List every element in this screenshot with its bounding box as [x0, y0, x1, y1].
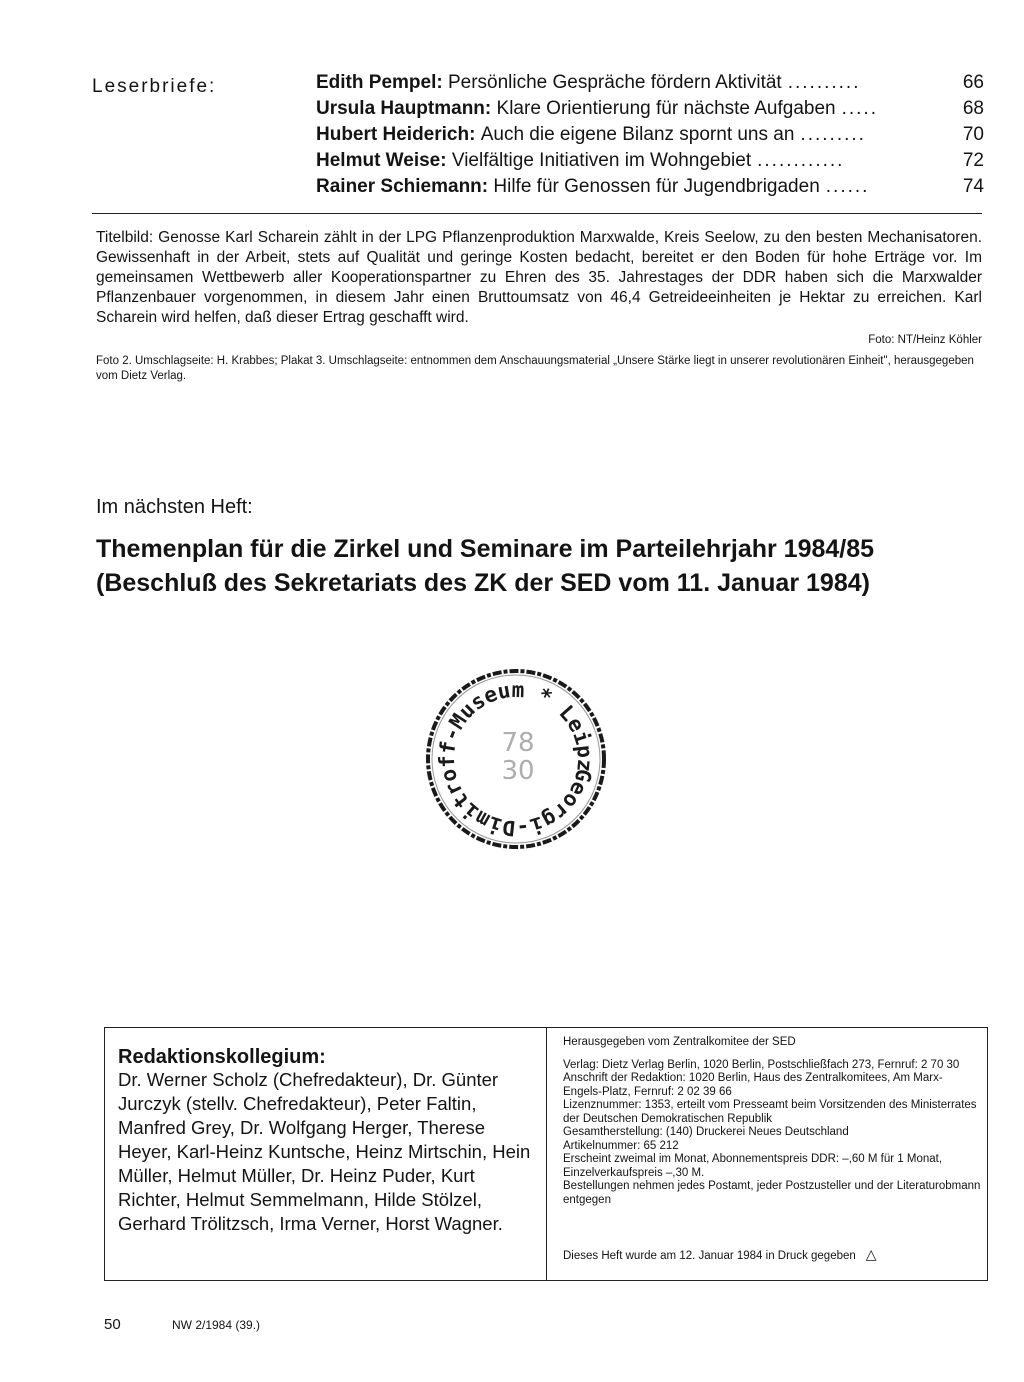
letter-page: 68: [962, 98, 984, 119]
letter-entry: [316, 72, 984, 98]
issue-reference: NW 2/1984 (39.): [172, 1318, 261, 1332]
letter-entry: [316, 124, 984, 150]
leader-dots: ..........: [787, 72, 861, 93]
cover-photo-credit: Foto: NT/Heinz Köhler: [868, 334, 982, 346]
print-date: Dieses Heft wurde am 12. Januar 1984 in Druck gegeben: [563, 1250, 856, 1262]
museum-stamp: [422, 665, 610, 853]
letter-page: 74: [962, 176, 984, 197]
editorial-board-title: Redaktionskollegium:: [118, 1046, 326, 1068]
triangle-icon: △: [865, 1246, 877, 1262]
print-date-line: [563, 1246, 877, 1263]
letter-entry: [316, 176, 984, 202]
next-issue-title-line1: Themenplan für die Zirkel und Seminare im Parteilehrjahr 1984/85: [96, 535, 875, 563]
section-divider: [92, 213, 982, 214]
page-number: 50: [104, 1316, 121, 1333]
publisher-redaktion: Anschrift der Redaktion: 1020 Berlin, Haus des Zentralkomitees, Am Marx-Engels-Platz, Fernruf: 2 02 39 66: [563, 1072, 943, 1098]
leader-dots: .........: [800, 124, 866, 145]
next-issue-label: Im nächsten Heft:: [96, 496, 253, 518]
leader-dots: .....: [841, 98, 878, 119]
imprint-divider: [546, 1027, 547, 1281]
letter-title: Persönliche Gespräche fördern Aktivität: [447, 72, 782, 93]
letter-title: Klare Orientierung für nächste Aufgaben: [496, 98, 836, 119]
letter-author: Hubert Heiderich:: [316, 124, 476, 145]
letter-author: Rainer Schiemann:: [316, 176, 489, 197]
stamp-date-line1: 78: [501, 728, 535, 758]
editorial-board-members: Dr. Werner Scholz (Chefredakteur), Dr. Günter Jurczyk (stellv. Chefredakteur), Peter Faltin, Manfred Grey, Dr. Wolfgang Herger, Therese Heyer, Karl-Heinz Kuntsche, Heinz Mirtschin, Hein Müller, Helmut Müller, Dr. Heinz Puder, Kurt Richter, Helmut Semmelmann, Hilde Stölzel, Gerhard Trölitzsch, Irma Verner, Horst Wagner.: [118, 1069, 531, 1234]
publisher-lizenz: Lizenznummer: 1353, erteilt vom Presseamt beim Vorsitzenden des Ministerrates der Deutschen Demokratischen Republik: [563, 1099, 977, 1125]
photo-credits-note: Foto 2. Umschlagseite: H. Krabbes; Plakat 3. Umschlagseite: entnommen dem Anschauungsmaterial „Unsere Stärke liegt in unserer revolutionären Einheit", herausgegeben vom Dietz Verlag.: [96, 355, 974, 382]
next-issue-title-line2: (Beschluß des Sekretariats des ZK der SED vom 11. Januar 1984): [96, 569, 870, 597]
publisher-erscheint: Erscheint zweimal im Monat, Abonnementspreis DDR: –,60 M für 1 Monat, Einzelverkaufspreis –,30 M.: [563, 1153, 943, 1179]
letter-title: Vielfältige Initiativen im Wohngebiet: [451, 150, 752, 171]
publisher-verlag: Verlag: Dietz Verlag Berlin, 1020 Berlin, Postschließfach 273, Fernruf: 2 70 30: [563, 1058, 960, 1071]
letter-page: 72: [962, 150, 984, 171]
leader-dots: ............: [757, 150, 845, 171]
letters-list: [316, 72, 984, 202]
leader-dots: ......: [825, 176, 870, 197]
publisher-bestellungen: Bestellungen nehmen jedes Postamt, jeder Postzusteller und der Literaturobmann entgegen: [563, 1180, 981, 1206]
letter-page: 66: [962, 72, 984, 93]
letter-page: 70: [962, 124, 984, 145]
next-issue-title: [96, 532, 976, 600]
letter-title: Hilfe für Genossen für Jugendbrigaden: [493, 176, 820, 197]
letter-author: Edith Pempel:: [316, 72, 443, 93]
letter-author: Helmut Weise:: [316, 150, 447, 171]
letter-entry: [316, 98, 984, 124]
letter-author: Ursula Hauptmann:: [316, 98, 492, 119]
stamp-date-line2: 30: [501, 756, 535, 786]
letter-entry: [316, 150, 984, 176]
cover-caption: Titelbild: Genosse Karl Scharein zählt in der LPG Pflanzenproduktion Marxwalde, Kreis Seelow, zu den besten Mechanisatoren. Gewissenhaft in der Arbeit, stets auf Qualität und geringe Kosten bedacht, bereitet er den Boden für hohe Erträge vor. Im gemeinsamen Wettbewerb aller Kooperationspartner zu Ehren des 35. Jahrestages der DDR haben sich die Marxwalder Pflanzenbauer vorgenommen, in diesem Jahr einen Bruttoumsatz von 46,4 Getreideeinheiten je Hektar zu erreichen. Karl Scharein wird helfen, daß dieser Ertrag geschafft wird.: [96, 229, 982, 326]
stamp-ring-text: Georgi-Dimitroff-Museum * Leipzig: [434, 677, 598, 841]
publisher-info: [563, 1036, 981, 1207]
publisher-line: Herausgegeben vom Zentralkomitee der SED: [563, 1036, 796, 1048]
letter-title: Auch die eigene Bilanz spornt uns an: [480, 124, 795, 145]
publisher-artikel: Artikelnummer: 65 212: [563, 1139, 679, 1152]
publisher-herstellung: Gesamtherstellung: (140) Druckerei Neues Deutschland: [563, 1126, 849, 1138]
letters-label: Leserbriefe:: [92, 76, 217, 97]
